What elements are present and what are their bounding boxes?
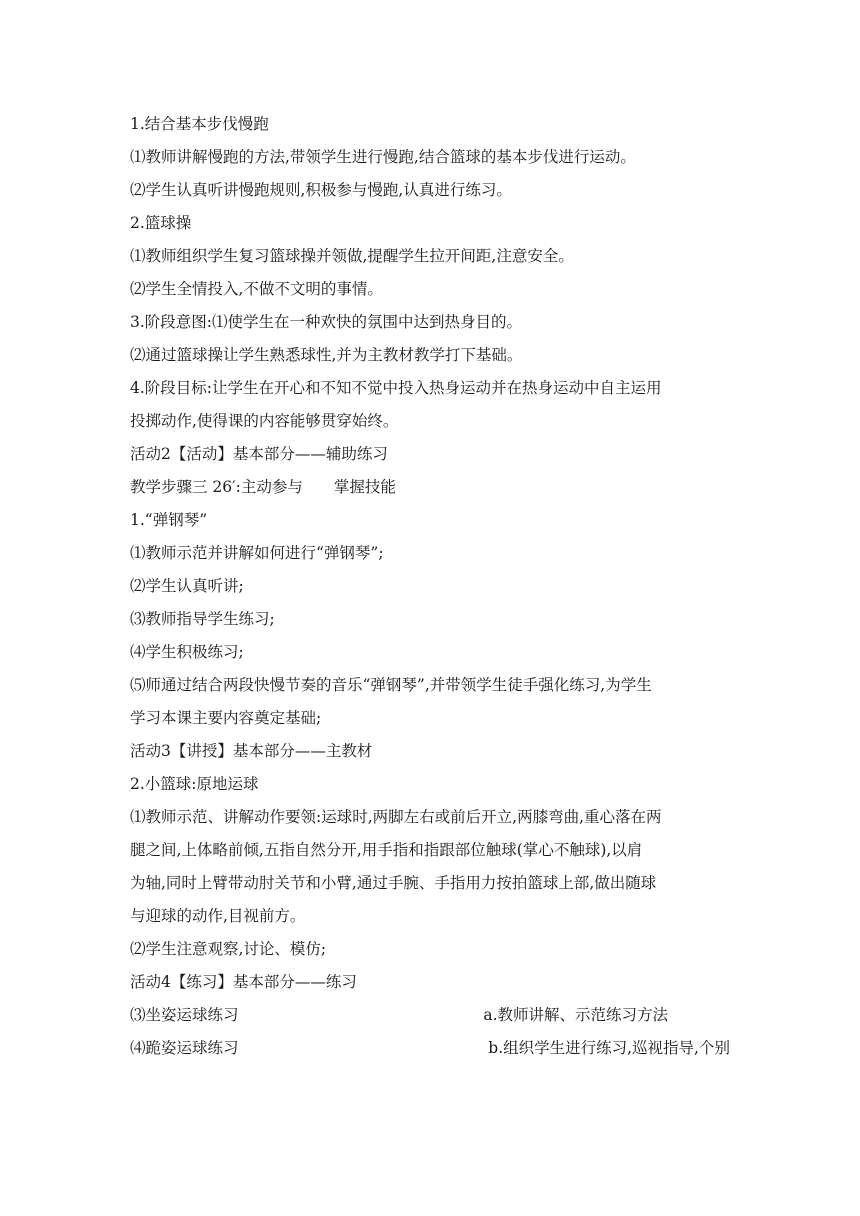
paragraph: ⑷学生积极练习; — [130, 643, 244, 661]
paragraph: 腿之间,上体略前倾,五指自然分开,用手指和指跟部位触球(掌心不触球),以肩 — [130, 841, 643, 859]
paragraph: ⑵学生认真听讲; — [130, 577, 244, 595]
practice-row — [130, 999, 730, 1032]
step-heading: 教学步骤三 26′:主动参与 掌握技能 — [130, 478, 396, 496]
practice-item: ⑶坐姿运球练习 — [130, 1006, 239, 1024]
paragraph: ⑴教师示范、讲解动作要领:运球时,两脚左右或前后开立,两膝弯曲,重心落在两 — [130, 808, 662, 826]
paragraph: ⑴教师讲解慢跑的方法,带领学生进行慢跑,结合篮球的基本步伐进行运动。 — [130, 148, 636, 166]
practice-row — [130, 1032, 730, 1065]
paragraph: ⑸师通过结合两段快慢节奏的音乐“弹钢琴”,并带领学生徒手强化练习,为学生 — [130, 676, 652, 694]
paragraph: ⑵学生全情投入,不做不文明的事情。 — [130, 280, 383, 298]
paragraph: ⑵学生认真听讲慢跑规则,积极参与慢跑,认真进行练习。 — [130, 181, 512, 199]
heading-slow-run: 1.结合基本步伐慢跑 — [130, 115, 269, 133]
paragraph: ⑵通过篮球操让学生熟悉球性,并为主教材教学打下基础。 — [130, 346, 523, 364]
activity-heading: 活动2【活动】基本部分——辅助练习 — [130, 445, 388, 463]
paragraph: 投掷动作,使得课的内容能够贯穿始终。 — [130, 412, 399, 430]
paragraph: 与迎球的动作,目视前方。 — [130, 907, 306, 925]
paragraph: 为轴,同时上臂带动肘关节和小臂,通过手腕、手指用力按拍篮球上部,做出随球 — [130, 874, 657, 892]
paragraph: ⑶教师指导学生练习; — [130, 610, 275, 628]
practice-item: ⑷跪姿运球练习 — [130, 1039, 239, 1057]
activity-heading: 活动4【练习】基本部分——练习 — [130, 973, 357, 991]
paragraph: ⑵学生注意观察,讨论、模仿; — [130, 940, 327, 958]
document-body — [130, 108, 730, 1065]
paragraph: 学习本课主要内容奠定基础; — [130, 709, 322, 727]
paragraph: 4.阶段目标:让学生在开心和不知不觉中投入热身运动并在热身运动中自主运用 — [130, 379, 662, 397]
paragraph: ⑴教师组织学生复习篮球操并领做,提醒学生拉开间距,注意安全。 — [130, 247, 574, 265]
heading-basketball-exercise: 2.篮球操 — [130, 214, 192, 232]
paragraph: ⑴教师示范并讲解如何进行“弹钢琴”; — [130, 544, 384, 562]
activity-heading: 活动3【讲授】基本部分——主教材 — [130, 742, 373, 760]
practice-method: a.教师讲解、示范练习方法 — [483, 1006, 668, 1024]
paragraph: 3.阶段意图:⑴使学生在一种欢快的氛围中达到热身目的。 — [130, 313, 523, 331]
practice-method: b.组织学生进行练习,巡视指导,个别 — [488, 1039, 730, 1057]
heading-piano: 1.“弹钢琴” — [130, 511, 208, 529]
heading-dribble: 2.小篮球:原地运球 — [130, 775, 259, 793]
